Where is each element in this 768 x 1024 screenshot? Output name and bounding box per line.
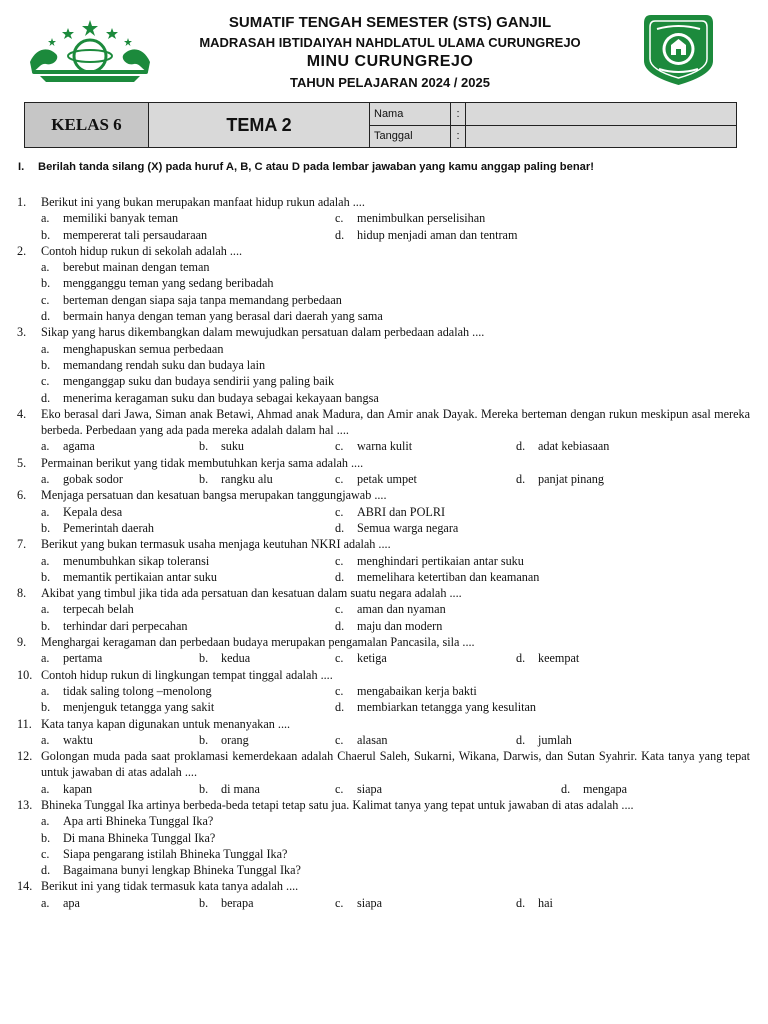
- option-text: mengganggu teman yang sedang beribadah: [63, 276, 274, 291]
- options-row: [17, 341, 750, 357]
- answer-option[interactable]: [41, 259, 210, 275]
- option-text: suku: [221, 439, 245, 454]
- answer-option[interactable]: [516, 438, 609, 454]
- option-letter: d.: [516, 439, 526, 454]
- option-text: menjenguk tetangga yang sakit: [63, 700, 215, 715]
- option-letter: d.: [561, 781, 571, 796]
- answer-option[interactable]: [335, 618, 442, 634]
- answer-option[interactable]: [41, 813, 213, 829]
- options-row: [17, 553, 750, 569]
- question-number: 8.: [17, 586, 27, 601]
- answer-option[interactable]: [335, 438, 516, 454]
- question-number: 2.: [17, 243, 27, 258]
- question-item: [17, 455, 750, 471]
- option-letter: a.: [41, 260, 50, 275]
- option-text: di mana: [221, 781, 260, 796]
- question-item: [17, 716, 750, 732]
- answer-option[interactable]: [335, 553, 524, 569]
- option-text: berapa: [221, 895, 254, 910]
- question-number: 11.: [17, 716, 32, 731]
- options-row: [17, 373, 750, 389]
- option-letter: b.: [199, 781, 209, 796]
- answer-option[interactable]: [41, 895, 199, 911]
- option-letter: a.: [41, 472, 50, 487]
- option-text: Semua warga negara: [357, 520, 459, 535]
- option-text: Pemerintah daerah: [63, 520, 155, 535]
- options-row: [17, 618, 750, 634]
- option-text: ketiga: [357, 651, 387, 666]
- option-text: kedua: [221, 651, 251, 666]
- options-row: [17, 650, 750, 666]
- answer-option[interactable]: [41, 210, 335, 226]
- options-row: [17, 308, 750, 324]
- question-item: [17, 324, 750, 340]
- options-row: [17, 210, 750, 226]
- options-row: [17, 357, 750, 373]
- answer-option[interactable]: [516, 471, 604, 487]
- answer-option[interactable]: [335, 683, 477, 699]
- answer-option[interactable]: [41, 308, 383, 324]
- answer-option[interactable]: [41, 438, 199, 454]
- option-letter: c.: [335, 895, 344, 910]
- option-text: maju dan modern: [357, 618, 443, 633]
- theme-cell: TEMA 2: [149, 103, 370, 148]
- option-letter: b.: [41, 569, 51, 584]
- answer-option[interactable]: [335, 895, 516, 911]
- answer-option[interactable]: [41, 781, 199, 797]
- option-letter: b.: [199, 651, 209, 666]
- option-text: memandang rendah suku dan budaya lain: [63, 357, 266, 372]
- question-item: [17, 878, 750, 894]
- option-letter: b.: [41, 830, 51, 845]
- answer-option[interactable]: [199, 895, 335, 911]
- question-item: [17, 667, 750, 683]
- answer-option[interactable]: [335, 471, 516, 487]
- option-letter: b.: [199, 895, 209, 910]
- option-letter: d.: [516, 732, 526, 747]
- option-letter: c.: [335, 732, 344, 747]
- options-row: [17, 601, 750, 617]
- option-letter: b.: [199, 732, 209, 747]
- answer-option[interactable]: [41, 520, 335, 536]
- option-text: menimbulkan perselisihan: [357, 211, 486, 226]
- option-text: orang: [221, 732, 249, 747]
- answer-option[interactable]: [41, 650, 199, 666]
- option-letter: a.: [41, 504, 50, 519]
- option-text: memantik pertikaian antar suku: [63, 569, 217, 584]
- option-letter: a.: [41, 781, 50, 796]
- question-list: [17, 194, 750, 911]
- option-letter: d.: [516, 895, 526, 910]
- answer-option[interactable]: [199, 732, 335, 748]
- option-text: mengapa: [583, 781, 627, 796]
- option-letter: d.: [335, 700, 345, 715]
- answer-option[interactable]: [41, 618, 335, 634]
- answer-option[interactable]: [41, 292, 342, 308]
- instruction: [18, 161, 758, 173]
- option-letter: a.: [41, 553, 50, 568]
- option-text: menganggap suku dan budaya sendirii yang paling baik: [63, 374, 335, 389]
- option-text: pertama: [63, 651, 103, 666]
- option-letter: c.: [41, 374, 50, 389]
- madrasah-ibtidaiyah-emblem: [641, 11, 716, 87]
- option-letter: c.: [335, 781, 344, 796]
- name-field[interactable]: [466, 103, 737, 126]
- option-text: panjat pinang: [538, 472, 604, 487]
- answer-option[interactable]: [335, 210, 485, 226]
- answer-option[interactable]: [335, 699, 536, 715]
- options-row: [17, 259, 750, 275]
- answer-option[interactable]: [335, 520, 458, 536]
- option-text: berebut mainan dengan teman: [63, 260, 210, 275]
- question-number: 1.: [17, 195, 27, 209]
- option-text: kapan: [63, 781, 93, 796]
- option-letter: c.: [335, 439, 344, 454]
- option-text: mempererat tali persaudaraan: [63, 227, 208, 242]
- answer-option[interactable]: [199, 438, 335, 454]
- option-letter: a.: [41, 814, 50, 829]
- question-text: Berikut ini yang tidak termasuk kata tanya adalah ....: [41, 879, 299, 894]
- question-item: [17, 487, 750, 503]
- question-item: [17, 194, 750, 210]
- answer-option[interactable]: [561, 781, 627, 797]
- option-text: terpecah belah: [63, 602, 134, 617]
- option-letter: b.: [41, 357, 51, 372]
- answer-option[interactable]: [199, 471, 335, 487]
- answer-option[interactable]: [41, 732, 199, 748]
- option-letter: c.: [335, 602, 344, 617]
- option-text: hidup menjadi aman dan tentram: [357, 227, 518, 242]
- option-letter: b.: [41, 227, 51, 242]
- option-text: apa: [63, 895, 80, 910]
- answer-option[interactable]: [199, 650, 335, 666]
- option-letter: d.: [335, 227, 345, 242]
- option-letter: d.: [41, 390, 51, 405]
- options-row: [17, 683, 750, 699]
- option-letter: c.: [335, 211, 344, 226]
- options-row: [17, 862, 750, 878]
- option-letter: c.: [41, 292, 50, 307]
- answer-option[interactable]: [516, 895, 553, 911]
- options-row: [17, 813, 750, 829]
- instruction-text: Berilah tanda silang (X) pada huruf A, B, C atau D pada lembar jawaban yang kamu anggap paling benar!: [38, 161, 594, 173]
- option-text: Apa arti Bhineka Tunggal Ika?: [63, 814, 214, 829]
- answer-option[interactable]: [335, 227, 517, 243]
- option-text: waktu: [63, 732, 93, 747]
- options-row: [17, 227, 750, 243]
- section-number: I.: [18, 161, 25, 173]
- option-letter: b.: [199, 472, 209, 487]
- option-letter: d.: [516, 472, 526, 487]
- option-letter: b.: [41, 520, 51, 535]
- question-text: Menghargai keragaman dan perbedaan budaya merupakan pengamalan Pancasila, sila ....: [41, 635, 475, 650]
- option-text: menerima keragaman suku dan budaya sebagai kekayaan bangsa: [63, 390, 379, 405]
- option-letter: c.: [335, 683, 344, 698]
- question-item: [17, 536, 750, 552]
- option-letter: c.: [335, 651, 344, 666]
- answer-option[interactable]: [41, 553, 335, 569]
- question-item: [17, 585, 750, 601]
- option-text: hai: [538, 895, 553, 910]
- option-text: memiliki banyak teman: [63, 211, 179, 226]
- option-text: alasan: [357, 732, 388, 747]
- options-row: [17, 390, 750, 406]
- options-row: [17, 471, 750, 487]
- options-row: [17, 504, 750, 520]
- question-text: Eko berasal dari Jawa, Siman anak Betawi, Ahmad anak Madura, dan Amir anak Dayak. Mereka berteman dengan rukun meskipun asal mereka berbeda. Perbedaan yang ada pada mereka adalah dalam hal ....: [41, 406, 750, 438]
- option-text: mengabaikan kerja bakti: [357, 683, 477, 698]
- answer-option[interactable]: [41, 846, 287, 862]
- answer-option[interactable]: [41, 390, 379, 406]
- answer-option[interactable]: [335, 601, 446, 617]
- answer-option[interactable]: [335, 781, 561, 797]
- option-text: menghindari pertikaian antar suku: [357, 553, 524, 568]
- option-text: ABRI dan POLRI: [357, 504, 446, 519]
- question-text: Berikut yang bukan termasuk usaha menjaga keutuhan NKRI adalah ....: [41, 537, 391, 552]
- option-text: memelihara ketertiban dan keamanan: [357, 569, 540, 584]
- option-letter: a.: [41, 683, 50, 698]
- options-row: [17, 438, 750, 454]
- option-text: rangku alu: [221, 472, 273, 487]
- options-row: [17, 781, 750, 797]
- option-letter: b.: [41, 618, 51, 633]
- question-text: Kata tanya kapan digunakan untuk menanyakan ....: [41, 716, 291, 731]
- question-text: Akibat yang timbul jika tida ada persatuan dan kesatuan dalam suatu negara adalah ....: [41, 586, 462, 601]
- option-letter: c.: [335, 504, 344, 519]
- options-row: [17, 569, 750, 585]
- option-letter: d.: [41, 863, 51, 878]
- option-letter: a.: [41, 732, 50, 747]
- question-text: Contoh hidup rukun di sekolah adalah ....: [41, 243, 243, 258]
- question-text: Golongan muda pada saat proklamasi kemerdekaan adalah Chaerul Saleh, Sukarni, Wikana, Darwis, dan Sutan Syahrir. Kata tanya yang tepat untuk jawaban di atas adalah ....: [41, 749, 750, 780]
- answer-option[interactable]: [335, 569, 539, 585]
- option-letter: d.: [335, 618, 345, 633]
- question-number: 14.: [17, 879, 33, 894]
- answer-option[interactable]: [516, 650, 579, 666]
- options-row: [17, 830, 750, 846]
- option-letter: a.: [41, 341, 50, 356]
- options-row: [17, 895, 750, 911]
- question-item: [17, 634, 750, 650]
- student-identity-table: [24, 102, 737, 148]
- question-text: Berikut ini yang bukan merupakan manfaat hidup rukun adalah ....: [41, 195, 365, 209]
- answer-option[interactable]: [516, 732, 572, 748]
- answer-option[interactable]: [41, 569, 335, 585]
- question-text: Contoh hidup rukun di lingkungan tempat tinggal adalah ....: [41, 667, 333, 682]
- answer-option[interactable]: [41, 341, 223, 357]
- question-item: [17, 748, 750, 781]
- exam-title: SUMATIF TENGAH SEMESTER (STS) GANJIL: [228, 14, 552, 31]
- option-text: berteman dengan siapa saja tanpa memandang perbedaan: [63, 292, 342, 307]
- option-letter: d.: [41, 309, 51, 324]
- question-number: 4.: [17, 406, 27, 421]
- question-number: 12.: [17, 749, 33, 764]
- answer-option[interactable]: [41, 357, 265, 373]
- question-text: Sikap yang harus dikembangkan dalam mewujudkan persatuan dalam perbedaan adalah ....: [41, 325, 485, 340]
- option-text: siapa: [357, 895, 383, 910]
- question-number: 5.: [17, 455, 27, 470]
- option-text: siapa: [357, 781, 383, 796]
- answer-option[interactable]: [41, 471, 199, 487]
- option-text: gobak sodor: [63, 472, 123, 487]
- option-text: Di mana Bhineka Tunggal Ika?: [63, 830, 216, 845]
- question-item: [17, 406, 750, 439]
- option-letter: a.: [41, 439, 50, 454]
- option-text: agama: [63, 439, 95, 454]
- academic-year: TAHUN PELAJARAN 2024 / 2025: [290, 75, 490, 90]
- option-text: Siapa pengarang istilah Bhineka Tunggal Ika?: [63, 846, 288, 861]
- option-text: warna kulit: [357, 439, 413, 454]
- option-text: menumbuhkan sikap toleransi: [63, 553, 210, 568]
- answer-option[interactable]: [335, 650, 516, 666]
- option-text: Kepala desa: [63, 504, 123, 519]
- answer-option[interactable]: [41, 601, 335, 617]
- options-row: [17, 520, 750, 536]
- option-text: terhindar dari perpecahan: [63, 618, 188, 633]
- school-short-name: MINU CURUNGREJO: [306, 53, 474, 70]
- option-letter: b.: [199, 439, 209, 454]
- option-text: Bagaimana bunyi lengkap Bhineka Tunggal Ika?: [63, 863, 301, 878]
- options-row: [17, 846, 750, 862]
- answer-option[interactable]: [41, 227, 335, 243]
- answer-option[interactable]: [41, 373, 334, 389]
- question-number: 9.: [17, 635, 27, 650]
- option-text: adat kebiasaan: [538, 439, 610, 454]
- question-item: [17, 797, 750, 813]
- answer-option[interactable]: [199, 781, 335, 797]
- answer-option[interactable]: [41, 699, 335, 715]
- option-letter: c.: [335, 472, 344, 487]
- question-text: Bhineka Tunggal Ika artinya berbeda-beda tetapi tetap satu jua. Kalimat tanya yang tepat untuk jawaban di atas adalah ....: [41, 797, 634, 812]
- question-number: 6.: [17, 488, 27, 503]
- option-text: keempat: [538, 651, 580, 666]
- date-colon: :: [451, 125, 466, 148]
- answer-option[interactable]: [41, 862, 301, 878]
- option-text: aman dan nyaman: [357, 602, 446, 617]
- option-text: bermain hanya dengan teman yang berasal dari daerah yang sama: [63, 309, 383, 324]
- options-row: [17, 732, 750, 748]
- nahdlatul-ulama-logo: [26, 18, 154, 84]
- option-text: petak umpet: [357, 472, 417, 487]
- answer-option[interactable]: [335, 504, 445, 520]
- question-number: 10.: [17, 667, 33, 682]
- options-row: [17, 699, 750, 715]
- question-number: 13.: [17, 797, 33, 812]
- option-text: menghapuskan semua perbedaan: [63, 341, 224, 356]
- date-field[interactable]: [466, 125, 737, 148]
- option-text: jumlah: [538, 732, 572, 747]
- answer-option[interactable]: [41, 683, 335, 699]
- question-item: [17, 243, 750, 259]
- options-row: [17, 275, 750, 291]
- option-text: membiarkan tetangga yang kesulitan: [357, 700, 537, 715]
- option-letter: b.: [41, 700, 51, 715]
- question-number: 7.: [17, 537, 27, 552]
- name-label: Nama: [370, 103, 451, 126]
- question-text: Permainan berikut yang tidak membutuhkan kerja sama adalah ....: [41, 455, 364, 470]
- answer-option[interactable]: [335, 732, 516, 748]
- options-row: [17, 292, 750, 308]
- option-letter: a.: [41, 211, 50, 226]
- option-letter: a.: [41, 651, 50, 666]
- name-colon: :: [451, 103, 466, 126]
- option-letter: d.: [335, 520, 345, 535]
- option-letter: d.: [516, 651, 526, 666]
- class-cell: KELAS 6: [25, 103, 149, 148]
- answer-option[interactable]: [41, 830, 215, 846]
- answer-option[interactable]: [41, 275, 274, 291]
- option-text: tidak saling tolong –menolong: [63, 683, 212, 698]
- option-letter: d.: [335, 569, 345, 584]
- school-full-name: MADRASAH IBTIDAIYAH NAHDLATUL ULAMA CURUNGREJO: [199, 35, 581, 50]
- question-number: 3.: [17, 325, 27, 340]
- option-letter: a.: [41, 602, 50, 617]
- option-letter: c.: [41, 846, 50, 861]
- question-text: Menjaga persatuan dan kesatuan bangsa merupakan tanggungjawab ....: [41, 488, 387, 503]
- option-letter: b.: [41, 276, 51, 291]
- option-letter: c.: [335, 553, 344, 568]
- answer-option[interactable]: [41, 504, 335, 520]
- date-label: Tanggal: [370, 125, 451, 148]
- option-letter: a.: [41, 895, 50, 910]
